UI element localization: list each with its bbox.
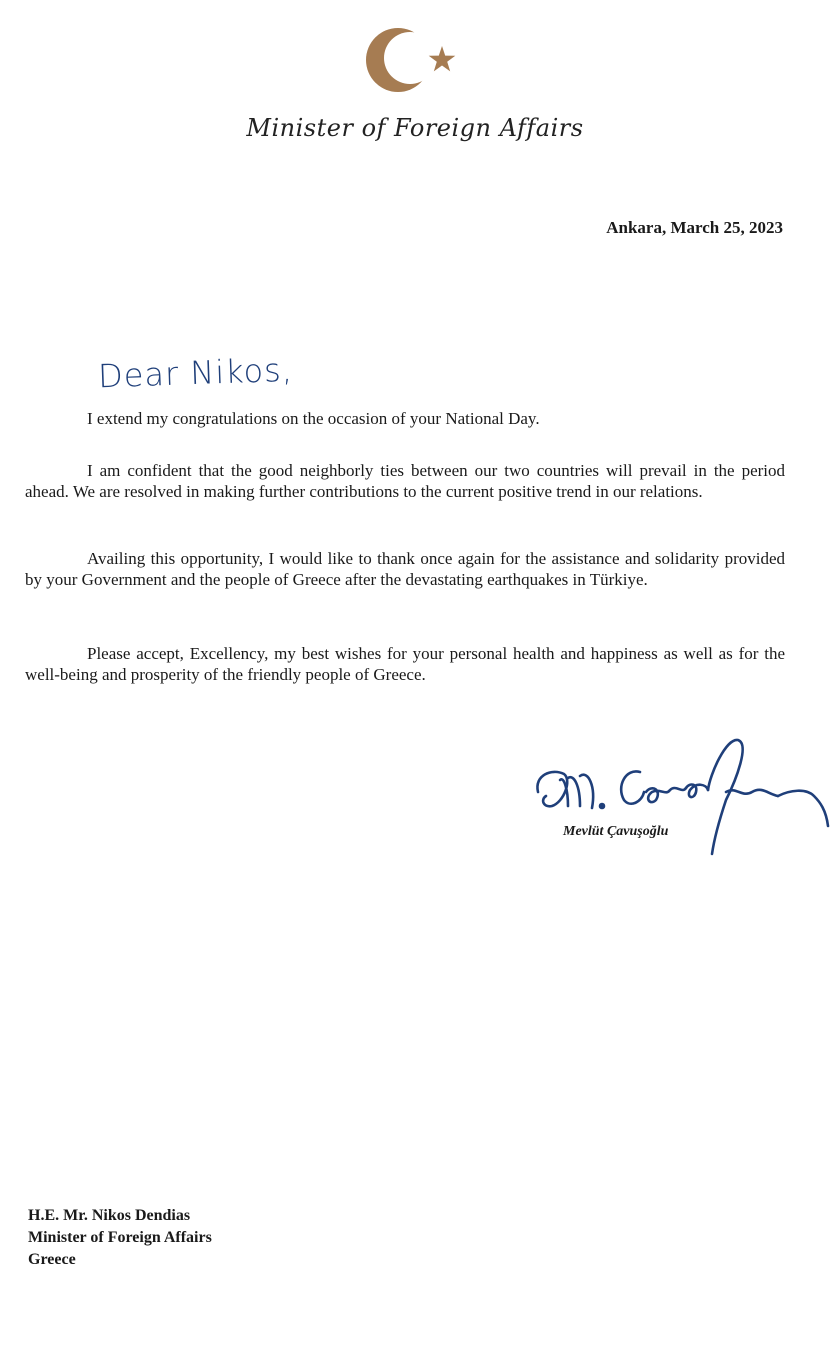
date-line: Ankara, March 25, 2023 [606,218,783,237]
crescent-and-star-icon [362,24,466,96]
paragraph-neighborly-ties [25,460,785,502]
addressee-name: H.E. Mr. Nikos Dendias [28,1207,191,1224]
addressee-block [28,1205,212,1271]
paragraph-thanks [25,548,785,590]
handwritten-signature [530,730,830,860]
paragraph-text: Availing this opportunity, I would like to thank once again for the assistance and solidarity provided by your Government and the people of Greece after the devastating earthquakes in Türkiye. [25,549,785,589]
addressee-country: Greece [28,1251,76,1268]
addressee-title: Minister of Foreign Affairs [28,1229,212,1246]
signatory-name: Mevlüt Çavuşoğlu [563,824,669,839]
paragraph-congratulations [25,408,785,429]
paragraph-text: I extend my congratulations on the occasion of your National Day. [87,409,540,428]
letterhead-title: Minister of Foreign Affairs [246,114,584,142]
paragraph-text: Please accept, Excellency, my best wishes for your personal health and happiness as well as for the well-being and prosperity of the friendly people of Greece. [25,644,785,684]
paragraph-text: I am confident that the good neighborly ties between our two countries will prevail in the period ahead. We are resolved in making further contributions to the current positive trend in our relations. [25,461,785,501]
paragraph-best-wishes [25,643,785,685]
handwritten-salutation: Dear Nikos, [97,350,294,396]
